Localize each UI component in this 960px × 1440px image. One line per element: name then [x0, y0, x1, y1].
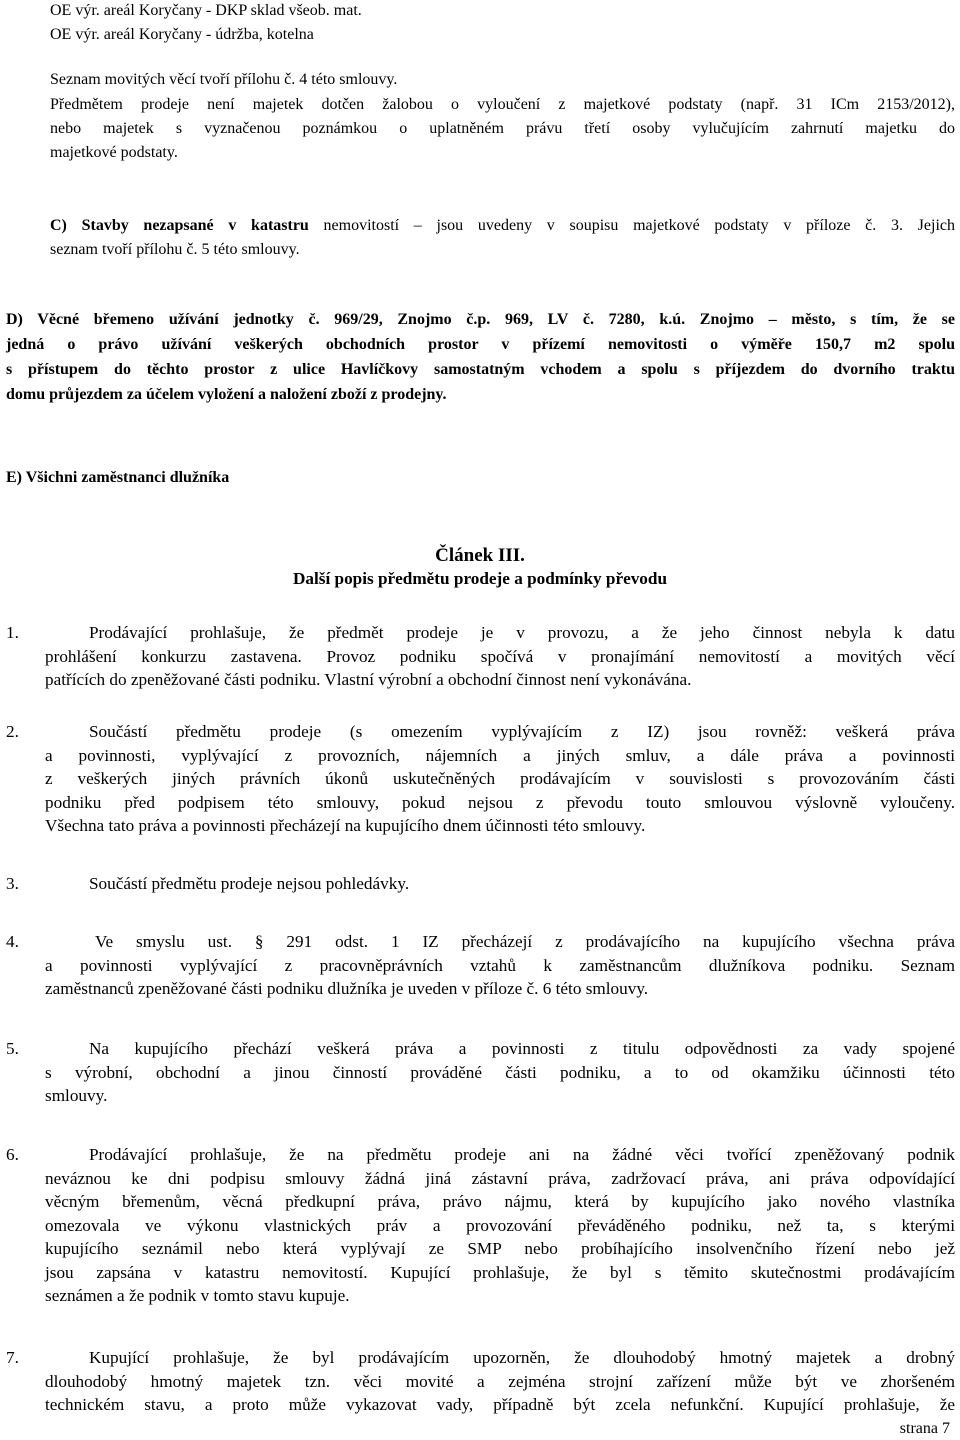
clause-4: Ve smyslu ust. § 291 odst. 1 IZ přecházejí z prodávajícího na kupujícího všechna práva a povinnosti vyplývající z pracovněprávních vztahů k zaměstnancům dlužníkova podniku. Seznam zaměstnanců zpeněžované části podniku dlužníka je uveden v příloze č. 6 této smlouvy. — [45, 932, 955, 998]
clause-number: 3. — [6, 874, 19, 893]
clause-6: Prodávající prohlašuje, že na předmětu prodeje ani na žádné věci tvořící zpeněžovaný podnik neváznou ke dni podpisu smlouvy žádná jiná zástavní práva, zadržovací práva, ani práva odpovídající věcným břemenům, věcná předkupní práva, právo nájmu, která by kupujícího jako nového vlastníka omezovala ve výkonu vlastnických práv a provozování převáděného podniku, než ta, s kterými kupujícího seznámil nebo která vyplývají ze SMP nebo probíhajícího insolvenčního řízení nebo jež jsou zapsána v katastru nemovitostí. Kupující prohlašuje, že byl s těmito skutečnostmi prodávajícím seznámen a že podnik v tomto stavu kupuje. — [45, 1145, 955, 1305]
clause-3: Součástí předmětu prodeje nejsou pohledávky. — [89, 874, 410, 893]
clause-number: 7. — [6, 1348, 19, 1367]
section-c: C) Stavby nezapsané v katastru nemovitostí – jsou uvedeny v soupisu majetkové podstaty v příloze č. 3. Jejich seznam tvoří přílohu č. 5 této smlouvy. — [50, 217, 955, 258]
top-item: OE výr. areál Koryčany - údržba, kotelna — [50, 26, 314, 43]
section-d: D) Věcné břemeno užívání jednotky č. 969/29, Znojmo č.p. 969, LV č. 7280, k.ú. Znojmo – město, s tím, že se jedná o právo užívání veškerých obchodních prostor v přízemí nemovitosti o výměře 150,7 m2 spolu s přístupem do těchto prostor z ulice Havlíčkovy samostatným vchodem a spolu s příjezdem do dvorního traktu domu průjezdem za účelem vyložení a naložení zboží z prodejny. — [6, 311, 955, 403]
clause-number: 1. — [6, 623, 19, 642]
clause-number: 4. — [6, 932, 19, 951]
clause-number: 2. — [6, 722, 19, 741]
annex-movables-text: Seznam movitých věcí tvoří přílohu č. 4 této smlouvy. — [50, 71, 398, 88]
top-item: OE výr. areál Koryčany - DKP sklad všeob. mat. — [50, 2, 362, 19]
clause-number: 5. — [6, 1039, 19, 1058]
clause-5: Na kupujícího přechází veškerá práva a povinnosti z titulu odpovědnosti za vady spojené s výrobní, obchodní a jinou činností prováděné části podniku, a to od okamžiku účinnosti této smlouvy. — [45, 1039, 955, 1105]
section-c-label: C) Stavby nezapsané v katastru — [50, 217, 309, 234]
page-number: strana 7 — [899, 1420, 950, 1437]
clause-7: Kupující prohlašuje, že byl prodávajícím upozorněn, že dlouhodobý hmotný majetek a drobný dlouhodobý hmotný majetek tzn. věci movité a zejména strojní zařízení může být ve zhoršeném technickém stavu, a proto může vykazovat vady, případně být zcela nefunkční. Kupující prohlašuje, že — [45, 1348, 955, 1414]
clause-2: Součástí předmětu prodeje (s omezením vyplývajícím z IZ) jsou rovněž: veškerá práva a povinnosti, vyplývající z provozních, nájemních a jiných smluv, a dále práva a povinnosti z veškerých jiných právních úkonů uskutečněných prodávajícím v souvislosti s provozováním části podniku před podpisem této smlouvy, pokud nejsou z převodu touto smlouvou výslovně vyloučeny. Všechna tato práva a povinnosti přecházejí na kupujícího dnem účinnosti této smlouvy. — [45, 722, 955, 835]
exclusion-paragraph: Předmětem prodeje není majetek dotčen žalobou o vyloučení z majetkové podstaty (např. 31 ICm 2153/2012), nebo majetek s vyznačenou poznámkou o uplatněném právu třetí osoby vylučujícím zahrnutí majetku do majetkové podstaty. — [50, 96, 955, 161]
top-items — [50, 1, 362, 45]
clause-1: Prodávající prohlašuje, že předmět prodeje je v provozu, a že jeho činnost nebyla k datu prohlášení konkurzu zastavena. Provoz podniku spočívá v pronajímání nemovitostí a movitých věcí patřících do zpeněžované části podniku. Vlastní výrobní a obchodní činnost není vykonávána. — [45, 623, 955, 689]
article-title: Článek III. — [435, 545, 525, 566]
article-subtitle: Další popis předmětu prodeje a podmínky převodu — [292, 569, 668, 588]
section-e: E) Všichni zaměstnanci dlužníka — [6, 469, 230, 486]
clause-number: 6. — [6, 1145, 19, 1164]
